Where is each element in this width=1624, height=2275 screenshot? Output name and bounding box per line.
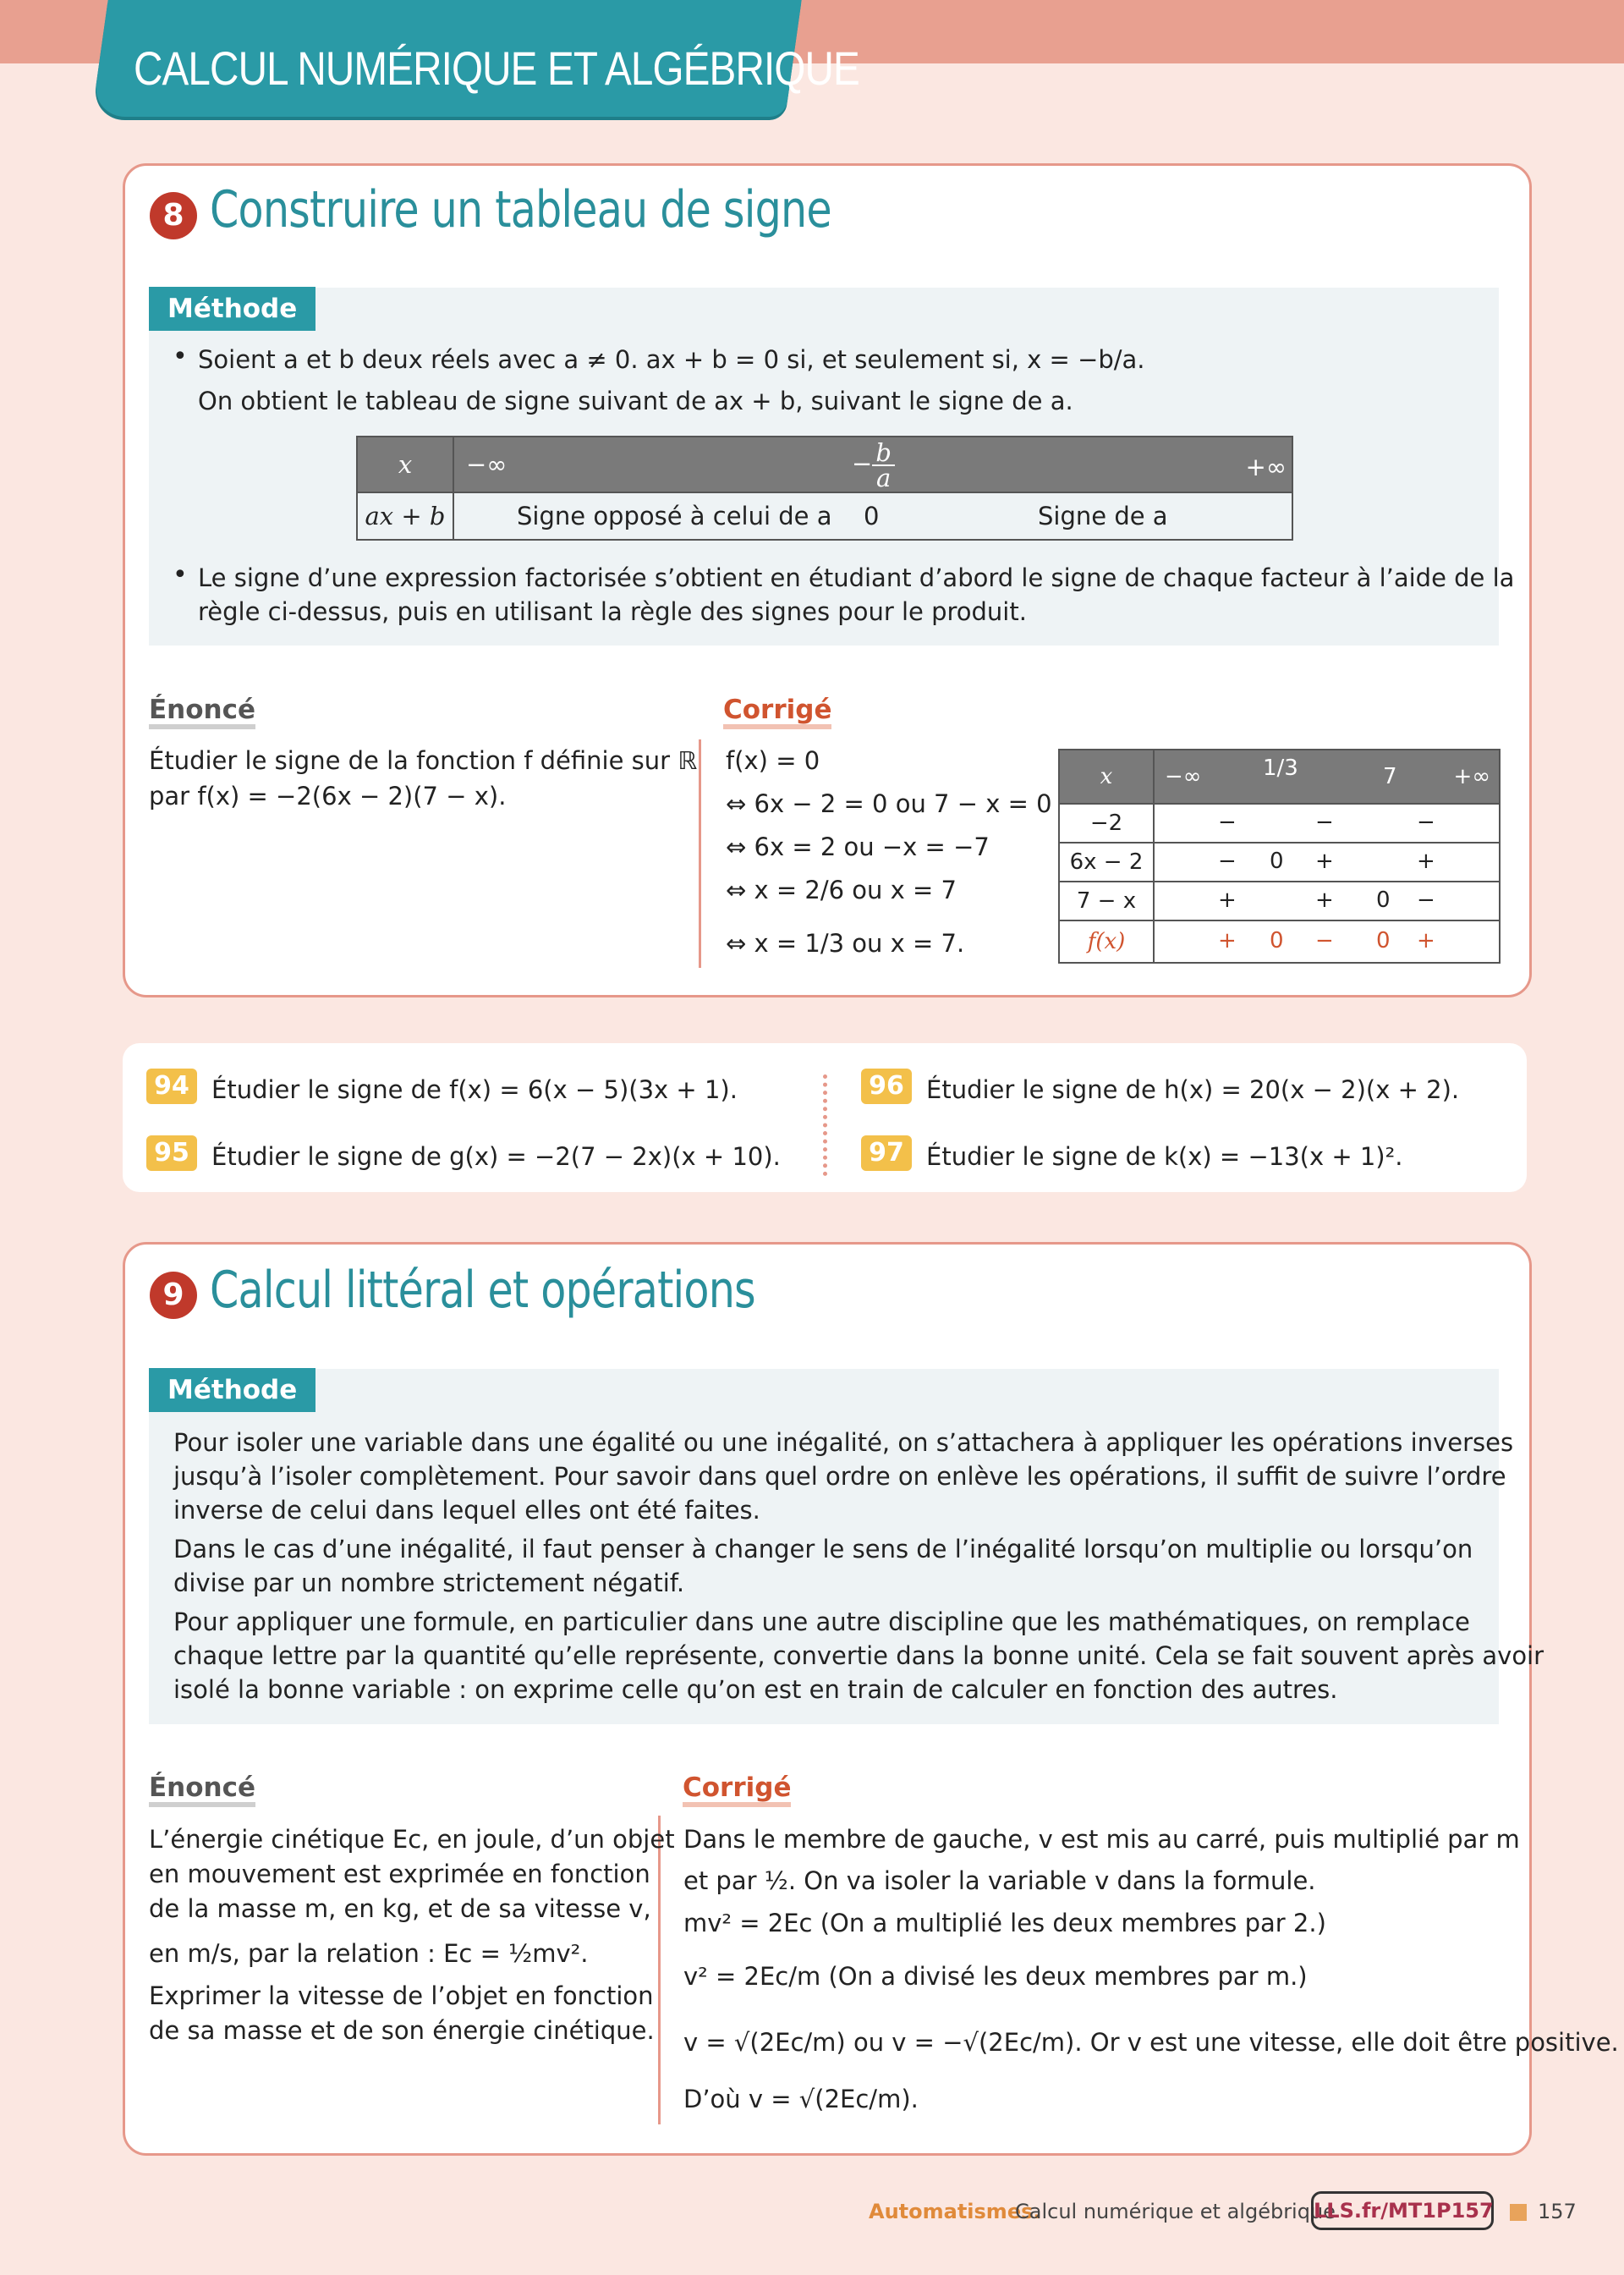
sign-cell: + [1417,928,1435,953]
table-right-sign: Signe de a [1038,502,1168,530]
section-9-corrige-label: Corrigé [683,1773,791,1807]
sign-cell: − [1218,849,1237,874]
sign-header-seven: 7 [1383,764,1397,789]
sign-cell: + [1218,928,1237,953]
method-line: Dans le cas d’une inégalité, il faut penser à changer le sens de l’inégalité lorsqu’on multiplie ou lorsqu’on [173,1535,1473,1563]
section-8-bullet1-line1: Soient a et b deux réels avec a ≠ 0. ax + b = 0 si, et seulement si, x = −b/a. [198,345,1145,374]
sign-cell: 0 [1376,928,1391,953]
exercise-number: 94 [146,1069,197,1104]
sign-header-third: 1/3 [1263,756,1298,781]
footer-square-icon [1510,2204,1527,2221]
section-8-enonce-line1: Étudier le signe de la fonction f définie sur ℝ [149,746,698,775]
sign-cell: + [1315,849,1334,874]
corrige-line: ⇔ x = 2/6 ou x = 7 [726,876,957,904]
section-8-corrige-label: Corrigé [723,695,831,729]
sign-cell: − [1315,928,1334,953]
page-number: 157 [1538,2200,1577,2223]
sign-header-minus-inf: −∞ [1165,764,1202,789]
divider [658,1816,661,2124]
section-9-title: Calcul littéral et opérations [210,1261,755,1320]
method-line: divise par un nombre strictement négatif. [173,1569,685,1597]
footer-brand: Automatismes. [869,2200,1041,2223]
table-root-num: b [872,441,895,466]
method-line: jusqu’à l’isoler complètement. Pour savoir dans quel ordre on enlève les opérations, il suffit de suivre l’ordre [173,1462,1506,1491]
table-row-label: ax + b [357,492,453,540]
enonce-line: de la masse m, en kg, et de sa vitesse v, [149,1894,651,1923]
footer-subject: Calcul numérique et algébrique [1015,2200,1336,2223]
sign-cell: 0 [1376,887,1391,913]
sign-row [1059,843,1500,882]
exercise-number: 95 [146,1135,197,1171]
exercise-text[interactable]: Étudier le signe de g(x) = −2(7 − 2x)(x + 10). [211,1142,781,1171]
exercise-text[interactable]: Étudier le signe de f(x) = 6(x − 5)(3x + 1). [211,1075,738,1104]
table-minus-inf: −∞ [466,450,508,479]
table-zero: 0 [864,502,880,530]
table-root: − $\frac{b}{a}$ [852,441,895,490]
sign-cell: − [1315,810,1334,835]
divider [699,739,701,968]
enonce-line: en m/s, par la relation : Ec = ½mv². [149,1939,589,1968]
method-line: Pour appliquer une formule, en particulier dans une autre discipline que les mathématiques, on remplace [173,1607,1470,1636]
bullet-icon: • [173,560,188,590]
table-plus-inf: +∞ [1245,453,1287,481]
sign-cell: + [1417,849,1435,874]
corrige-line: Dans le membre de gauche, v est mis au carré, puis multiplié par m [683,1825,1520,1854]
corrige-line: ⇔ 6x = 2 ou −x = −7 [726,833,990,861]
method-line: Pour isoler une variable dans une égalité ou une inégalité, on s’attachera à appliquer les opérations inverses [173,1428,1514,1457]
sign-header-values [1154,750,1500,804]
method-line: chaque lettre par la quantité qu’elle représente, convertie dans la bonne unité. Cela se fait souvent après avoir [173,1641,1544,1670]
enonce-line: Exprimer la vitesse de l’objet en fonction [149,1981,654,2010]
exercises-divider [823,1074,831,1176]
sign-header: x [1059,750,1154,804]
corrige-line: mv² = 2Ec (On a multiplié les deux membres par 2.) [683,1909,1326,1937]
exercise-number: 97 [861,1135,912,1171]
table-x-label: x [357,437,453,492]
enonce-line: L’énergie cinétique Ec, en joule, d’un objet [149,1825,675,1854]
exercise-text[interactable]: Étudier le signe de h(x) = 20(x − 2)(x + 2). [926,1075,1460,1104]
corrige-line: f(x) = 0 [726,746,820,775]
table-left-sign: Signe opposé à celui de a [517,502,832,530]
corrige-line: et par ½. On va isoler la variable v dans la formule. [683,1866,1316,1895]
generic-sign-table [356,436,1293,541]
section-9-method-label: Méthode [149,1368,315,1412]
corrige-line: D’où v = √(2Ec/m). [683,2085,919,2113]
sign-row-label: −2 [1059,804,1154,843]
section-9-enonce-label: Énoncé [149,1773,255,1807]
section-8-bullet1-line2: On obtient le tableau de signe suivant de ax + b, suivant le signe de a. [198,387,1073,415]
sign-row-label: f(x) [1059,920,1154,963]
sign-cell: 0 [1270,849,1284,874]
method-line: inverse de celui dans lequel elles ont été faites. [173,1496,760,1525]
f-sign-table [1058,749,1501,964]
sign-row-label: 7 − x [1059,882,1154,920]
enonce-line: de sa masse et de son énergie cinétique. [149,2016,655,2045]
section-8-method-label: Méthode [149,287,315,331]
section-8-title: Construire un tableau de signe [210,180,831,239]
sign-cell: − [1417,887,1435,913]
sign-cell: − [1417,810,1435,835]
sign-row [1059,804,1500,843]
sign-row-label: 6x − 2 [1059,843,1154,882]
section-8-enonce-label: Énoncé [149,695,255,729]
section-8-bullet2-line2: règle ci-dessus, puis en utilisant la règle des signes pour le produit. [198,597,1027,626]
exercise-number: 96 [861,1069,912,1104]
sign-row [1059,920,1500,963]
chapter-title: CALCUL NUMÉRIQUE ET ALGÉBRIQUE [134,41,859,95]
corrige-line: v² = 2Ec/m (On a divisé les deux membres par m.) [683,1962,1308,1991]
section-8-enonce-line2: par f(x) = −2(6x − 2)(7 − x). [149,782,507,811]
section-8-number: 8 [150,192,197,239]
enonce-line: en mouvement est exprimée en fonction [149,1860,650,1888]
section-9-number: 9 [150,1272,197,1319]
corrige-line: v = √(2Ec/m) ou v = −√(2Ec/m). Or v est une vitesse, elle doit être positive. [683,2028,1619,2057]
sign-header-plus-inf: +∞ [1453,764,1490,789]
sign-cell: + [1218,887,1237,913]
corrige-line: ⇔ 6x − 2 = 0 ou 7 − x = 0 [726,789,1052,818]
footer-link[interactable]: LLS.fr/MT1P157 [1311,2191,1494,2230]
corrige-line: ⇔ x = 1/3 ou x = 7. [726,929,965,958]
sign-row [1059,882,1500,920]
bullet-icon: • [173,342,188,371]
sign-cell: 0 [1270,928,1284,953]
exercise-text[interactable]: Étudier le signe de k(x) = −13(x + 1)². [926,1142,1403,1171]
method-line: isolé la bonne variable : on exprime celle qu’on est en train de calculer en fonction des autres. [173,1675,1338,1704]
table-root-den: a [875,464,892,492]
sign-cell: + [1315,887,1334,913]
section-8-bullet2-line1: Le signe d’une expression factorisée s’obtient en étudiant d’abord le signe de chaque facteur à l’aide de la [198,563,1515,592]
sign-cell: − [1218,810,1237,835]
